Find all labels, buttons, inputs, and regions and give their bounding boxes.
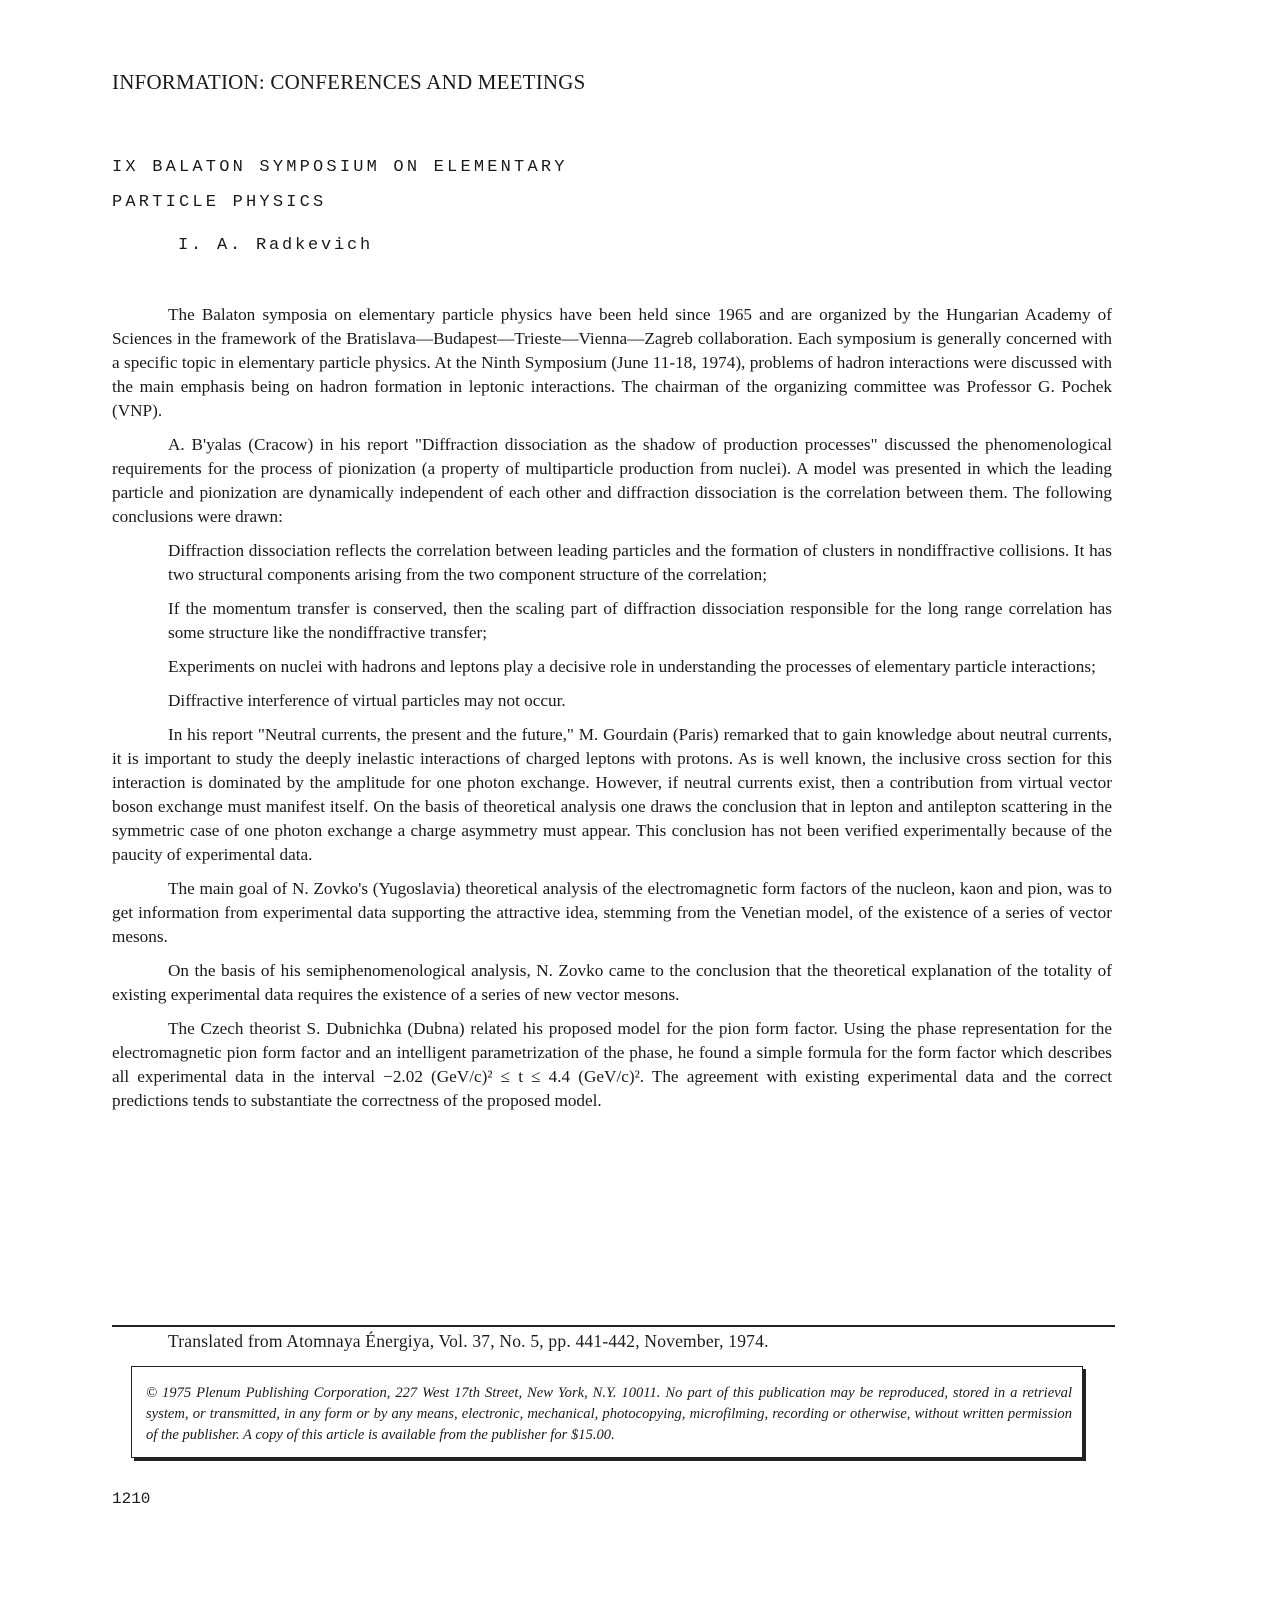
- conclusion-item: If the momentum transfer is conserved, then the scaling part of diffraction dissociation responsible for the long range correlation has some structure like the nondiffractive transfer;: [168, 599, 1112, 642]
- paragraph-byalas: A. B'yalas (Cracow) in his report "Diffraction dissociation as the shadow of production processes" discussed the phenomenological requirements for the process of pionization (a property of multiparticle production from nuclei). A model was presented in which the leading particle and pionization are dynamically independent of each other and diffraction dissociation is the correlation between them. The following conclusions were drawn:: [112, 435, 1112, 526]
- title-line-1: IX BALATON SYMPOSIUM ON ELEMENTARY: [112, 158, 568, 177]
- article-body: [112, 303, 1112, 1123]
- page-number: 1210: [112, 1490, 151, 1508]
- translation-note: Translated from Atomnaya Énergiya, Vol. 37, No. 5, pp. 441-442, November, 1974.: [168, 1331, 769, 1351]
- paragraph-dubnichka: The Czech theorist S. Dubnichka (Dubna) related his proposed model for the pion form factor. Using the phase representation for the electromagnetic pion form factor and an intelligent parametrization of the phase, he found a simple formula for the form factor which describes all experimental data in the interval −2.02 (GeV/c)² ≤ t ≤ 4.4 (GeV/c)². The agreement with existing experimental data and the correct predictions tends to substantiate the correctness of the proposed model.: [112, 1019, 1112, 1110]
- title-line-2: PARTICLE PHYSICS: [112, 193, 327, 212]
- paragraph-zovko-goal: The main goal of N. Zovko's (Yugoslavia) theoretical analysis of the electromagnetic form factors of the nucleon, kaon and pion, was to get information from experimental data supporting the attractive idea, stemming from the Venetian model, of the existence of a series of vector mesons.: [112, 879, 1112, 946]
- footnote-divider: [112, 1325, 1115, 1327]
- conclusion-item: Diffraction dissociation reflects the correlation between leading particles and the formation of clusters in nondiffractive collisions. It has two structural components arising from the two component structure of the correlation;: [168, 541, 1112, 584]
- author: I. A. Radkevich: [178, 236, 374, 255]
- copyright-text: © 1975 Plenum Publishing Corporation, 227 West 17th Street, New York, N.Y. 10011. No part of this publication may be reproduced, stored in a retrieval system, or transmitted, in any form or by any means, electronic, mechanical, photocopying, microfilming, recording or otherwise, without written permission of the publisher. A copy of this article is available from the publisher for $15.00.: [146, 1385, 1072, 1443]
- article-title: [112, 150, 568, 220]
- conclusion-item: Diffractive interference of virtual particles may not occur.: [168, 691, 566, 710]
- paragraph-gourdain: In his report "Neutral currents, the present and the future," M. Gourdain (Paris) remarked that to gain knowledge about neutral currents, it is important to study the deeply inelastic interactions of charged leptons with protons. As is well known, the inclusive cross section for this interaction is dominated by the amplitude for one photon exchange. However, if neutral currents exist, then a contribution from virtual vector boson exchange must manifest itself. On the basis of theoretical analysis one draws the conclusion that in lepton and antilepton scattering in the symmetric case of one photon exchange a charge asymmetry must appear. This conclusion has not been verified experimentally because of the paucity of experimental data.: [112, 725, 1112, 864]
- paragraph-intro: The Balaton symposia on elementary particle physics have been held since 1965 and are organized by the Hungarian Academy of Sciences in the framework of the Bratislava—Budapest—Trieste—Vienna—Zagreb collaboration. Each symposium is generally concerned with a specific topic in elementary particle physics. At the Ninth Symposium (June 11-18, 1974), problems of hadron interactions were discussed with the main emphasis being on hadron formation in leptonic interactions. The chairman of the organizing committee was Professor G. Pochek (VNP).: [112, 305, 1112, 420]
- copyright-box: [131, 1366, 1083, 1458]
- conclusion-item: Experiments on nuclei with hadrons and leptons play a decisive role in understanding the processes of elementary particle interactions;: [168, 657, 1096, 676]
- section-header: INFORMATION: CONFERENCES AND MEETINGS: [112, 70, 586, 94]
- paragraph-zovko-conclusion: On the basis of his semiphenomenological analysis, N. Zovko came to the conclusion that the theoretical explanation of the totality of existing experimental data requires the existence of a series of new vector mesons.: [112, 961, 1112, 1004]
